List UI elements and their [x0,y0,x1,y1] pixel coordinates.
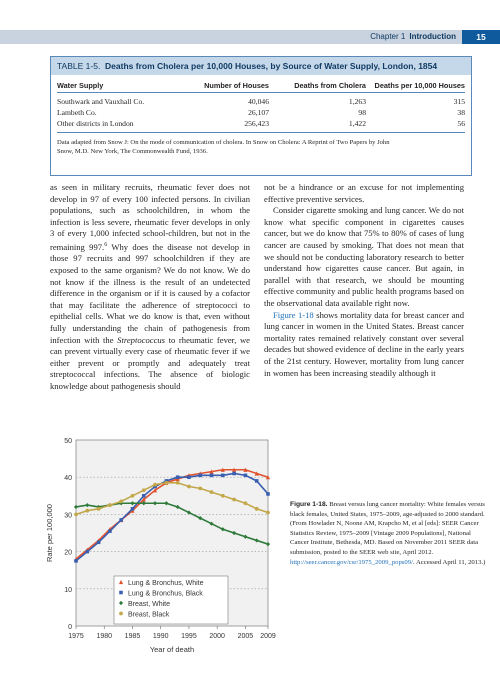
legend-label: Breast, White [128,601,171,608]
table-cell: 315 [453,97,465,106]
body-column-left [50,182,250,393]
x-tick-label: 1985 [124,633,141,640]
data-point [119,518,123,522]
legend-marker [119,612,123,616]
table-cell: 56 [457,119,465,128]
y-tick-label: 10 [64,586,72,594]
data-point [198,486,202,490]
table-rule [57,132,465,133]
y-axis-label: Rate per 100,000 [45,504,54,562]
figure-reference-link[interactable]: Figure 1-18 [273,309,314,320]
section-label: Introduction [409,32,456,41]
data-point [142,488,146,492]
data-point [266,492,270,496]
text-run: as seen in military recruits, rheumatic fever does not develop in 97 of every 100 infected persons. In civilian populations, such as schoolchildren, in whom the infection is less severe, rheumatic fever develops in only 3 of every 1,000 infected school-children, but not in the remaining 997. [50,182,250,252]
text-run: shows mortality data for breast cancer and lung cancer in women in the United States. Breast cancer mortality rates remained relatively constant over several decades but showed evidence of decline in the early years of the 21st century. However, mortality from lung cancer in women has been increasing steadily although it [264,309,464,378]
chapter-label: Chapter 1 [370,32,406,41]
figure-caption [290,500,490,567]
table-cell: 26,107 [248,108,269,117]
data-point [187,475,191,479]
data-point [255,479,259,483]
table-caption: Deaths from Cholera per 10,000 Houses, by Source of Water Supply, London, 1854 [105,61,438,71]
data-point [255,507,259,511]
legend-label: Breast, Black [128,611,170,619]
x-axis-label: Year of death [149,645,195,654]
data-point [176,481,180,485]
text-run: to rheumatic fever, we can prevent virtually every case of rheumatic fever if we either prevent or promptly and adequately treat streptococcal infections. The absence of biologic knowledge about pathogenesis should [50,334,250,391]
running-header [0,30,500,44]
legend-marker [119,591,123,595]
data-point [210,474,214,478]
page-number: 15 [462,30,500,44]
x-tick-label: 2005 [237,633,254,640]
paragraph [50,182,250,393]
data-point [221,494,225,498]
data-point [210,490,214,494]
figure-label: Figure 1-18. [290,501,328,508]
x-tick-label: 1975 [68,633,84,640]
data-point [74,559,78,563]
y-tick-label: 20 [64,549,72,557]
data-point [176,475,180,479]
data-point [119,499,123,503]
table-header-cell: Deaths per 10,000 Houses [374,81,465,90]
caption-text-end: . Accessed April 11, 2013.) [412,558,486,566]
y-tick-label: 50 [64,438,72,445]
table-header-cell: Water Supply [57,81,104,90]
paragraph [264,310,464,380]
data-point [232,472,236,476]
legend-label: Lung & Bronchus, White [128,580,204,587]
table-cell: 1,263 [348,97,366,106]
table-cell: 1,422 [348,119,366,128]
data-point [164,481,168,485]
data-point [153,483,157,487]
table-note-line: Snow, M.D. New York, The Commonwealth Fund, 1936. [57,148,208,155]
caption-text: Breast versus lung cancer mortality: White females versus black females, United States, 1975–2009, age-adjusted to 2000 standard. (From Howlader N, Noone AM, Krapcho M, et al [eds]: SEER Cancer Statistics Review, 1975–2009 [Vintage 2009 Populations], National Cancer Institute, Bethesda, MD. Based on November 2011 SEER data submission, posted to the SEER web site, April 2012. [290,501,485,556]
citation-superscript: 6 [104,241,108,248]
data-point [74,513,78,517]
body-column-right [264,182,464,379]
x-tick-label: 1995 [181,633,197,640]
cholera-table [50,56,472,176]
y-tick-label: 40 [64,475,72,483]
data-point [97,541,101,545]
table-header-cell: Deaths from Cholera [294,81,366,90]
data-point [198,474,202,478]
text-run: Why does the disease not develop in those 97 recruits and 997 schoolchildren if they are exposed to the same organism? We do not know. We do not know if the illness is the result of an undetected difference in the organism or if it is caused by a cofactor that may facilitate the adherence of streptococci to epithelial cells. What we do know is that, even without fully understanding the chain of pathogenesis from infection with the [50,241,251,345]
data-point [108,503,112,507]
italic-term: Streptococcus [117,334,166,345]
y-tick-label: 30 [64,512,72,520]
table-cell: Other districts in London [57,119,134,128]
table-cell: 256,423 [244,119,269,128]
table-cell: 38 [457,108,465,117]
table-header-cell: Number of Houses [204,81,269,90]
table-label: TABLE 1-5. [57,61,101,71]
x-tick-label: 2000 [209,633,225,640]
paragraph: Consider cigarette smoking and lung cancer. We do not know what specific component in cigarettes causes cancer, but we do know that 75% to 80% of cases of lung cancer are caused by smoking. That does not mean that we should not be conducting laboratory research to better understand how cigarettes cause cancer. But again, in parallel with that research, we should be mounting effective community and public health programs based on the observational data available right now. [264,205,464,308]
y-tick-label: 0 [68,624,72,631]
data-point [97,507,101,511]
chapter-heading [370,30,456,44]
table-rule [57,92,465,93]
data-point [266,511,270,515]
data-point [131,494,135,498]
mortality-chart [42,432,282,656]
table-title [51,57,471,75]
data-point [187,485,191,489]
x-tick-label: 1980 [96,633,113,640]
data-point [232,498,236,502]
table-cell: Southwark and Vauxhall Co. [57,97,145,106]
data-point [85,509,89,513]
data-point [108,529,112,533]
caption-url-link[interactable]: http://seer.cancer.gov/csr/1975_2009_pops09/ [290,558,413,566]
data-point [86,550,90,554]
data-point [244,501,248,505]
paragraph: not be a hindrance or an excuse for not implementing effective preventive services. [264,182,464,204]
table-source-note [57,138,465,156]
x-tick-label: 2009 [260,633,276,640]
table-note-line: Data adapted from Snow J: On the mode of communication of cholera. In Snow on Cholera: A Reprint of Two Papers by John [57,139,390,146]
data-point [131,507,135,511]
data-point [221,474,225,478]
legend-label: Lung & Bronchus, Black [128,590,203,598]
table-cell: 40,046 [248,97,269,106]
data-point [142,494,146,498]
table-cell: Lambeth Co. [57,108,97,117]
data-point [244,474,248,478]
x-tick-label: 1990 [152,633,169,640]
table-cell: 98 [358,108,366,117]
